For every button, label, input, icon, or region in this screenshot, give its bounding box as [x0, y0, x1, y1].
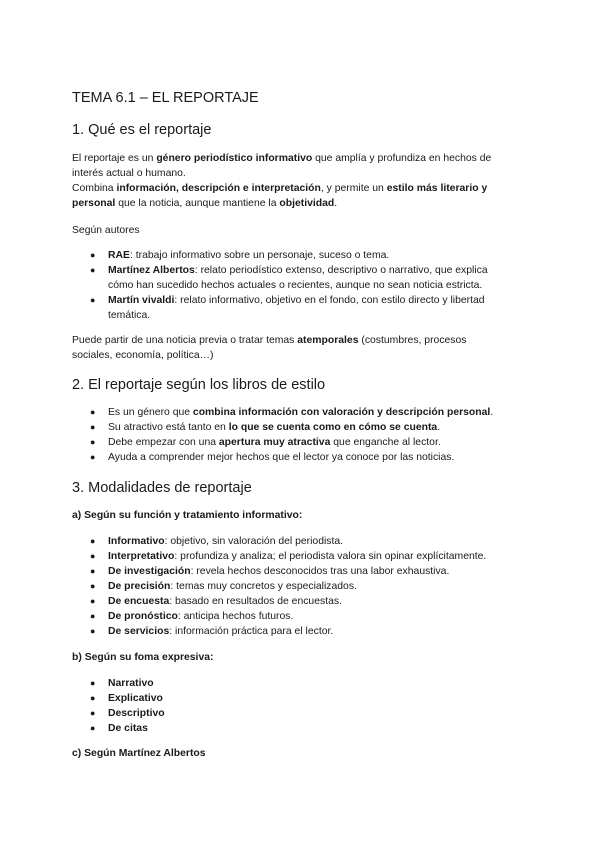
page-title: TEMA 6.1 – EL REPORTAJE	[72, 90, 259, 106]
libros-estilo-list	[72, 405, 532, 465]
bullet-icon: ●	[90, 407, 96, 417]
bullet-icon: ●	[90, 551, 96, 561]
list-item: ● Informativo: objetivo, sin valoración del periodista.	[90, 536, 344, 547]
list-item: ● Martín vivaldi: relato informativo, objetivo en el fondo, con estilo directo y libertad temática.	[90, 295, 485, 321]
bullet-icon: ●	[90, 678, 96, 688]
list-item: ● Es un género que combina información con valoración y descripción personal.	[90, 407, 494, 418]
subsection-c-heading: c) Según Martínez Albertos	[72, 748, 206, 759]
list-item: ● De pronóstico: anticipa hechos futuros.	[90, 611, 294, 622]
autores-list	[72, 248, 532, 323]
bullet-icon: ●	[90, 581, 96, 591]
bullet-icon: ●	[90, 295, 96, 305]
list-item: ● Descriptivo	[90, 708, 165, 719]
section-1-intro-paragraph: El reportaje es un género periodístico informativo que amplía y profundiza en hechos de interés actual o humano. Combina información, descripción e interpretación, y permite un estilo más literario y personal que la noticia, aunque mantiene la objetividad.	[72, 153, 492, 209]
bullet-icon: ●	[90, 452, 96, 462]
bullet-icon: ●	[90, 536, 96, 546]
bullet-icon: ●	[90, 626, 96, 636]
bullet-icon: ●	[90, 422, 96, 432]
funcion-list	[72, 534, 532, 639]
list-item: ● Debe empezar con una apertura muy atractiva que enganche al lector.	[90, 437, 441, 448]
list-item: ● Explicativo	[90, 693, 163, 704]
list-item: ● Narrativo	[90, 678, 154, 689]
section-3-heading: 3. Modalidades de reportaje	[72, 480, 252, 496]
list-item: ● De citas	[90, 723, 148, 734]
list-item: ● RAE: trabajo informativo sobre un personaje, suceso o tema.	[90, 250, 390, 261]
bullet-icon: ●	[90, 250, 96, 260]
subsection-a-heading: a) Según su función y tratamiento informativo:	[72, 510, 303, 521]
list-item: ● Su atractivo está tanto en lo que se cuenta como en cómo se cuenta.	[90, 422, 441, 433]
autores-intro: Según autores	[72, 225, 140, 236]
bullet-icon: ●	[90, 708, 96, 718]
subsection-b-heading: b) Según su foma expresiva:	[72, 652, 214, 663]
list-item: ● Martínez Albertos: relato periodístico extenso, descriptivo o narrativo, que explica cómo han sucedido hechos actuales o recientes, aunque no sean noticia estricta.	[90, 265, 488, 291]
section-1-closing-paragraph: Puede partir de una noticia previa o tratar temas atemporales (costumbres, procesos sociales, economía, política…)	[72, 335, 467, 361]
list-item: ● De investigación: revela hechos desconocidos tras una labor exhaustiva.	[90, 566, 450, 577]
bullet-icon: ●	[90, 566, 96, 576]
list-item: ● De encuesta: basado en resultados de encuestas.	[90, 596, 342, 607]
bullet-icon: ●	[90, 693, 96, 703]
section-1-heading: 1. Qué es el reportaje	[72, 122, 212, 138]
list-item: ● Ayuda a comprender mejor hechos que el lector ya conoce por las noticias.	[90, 452, 455, 463]
bullet-icon: ●	[90, 611, 96, 621]
list-item: ● De servicios: información práctica para el lector.	[90, 626, 334, 637]
list-item: ● De precisión: temas muy concretos y especializados.	[90, 581, 357, 592]
bullet-icon: ●	[90, 437, 96, 447]
bullet-icon: ●	[90, 723, 96, 733]
bullet-icon: ●	[90, 596, 96, 606]
list-item: ● Interpretativo: profundiza y analiza; el periodista valora sin opinar explícitamente.	[90, 551, 487, 562]
forma-expresiva-list	[72, 676, 532, 736]
section-2-heading: 2. El reportaje según los libros de estilo	[72, 377, 326, 393]
bullet-icon: ●	[90, 265, 96, 275]
